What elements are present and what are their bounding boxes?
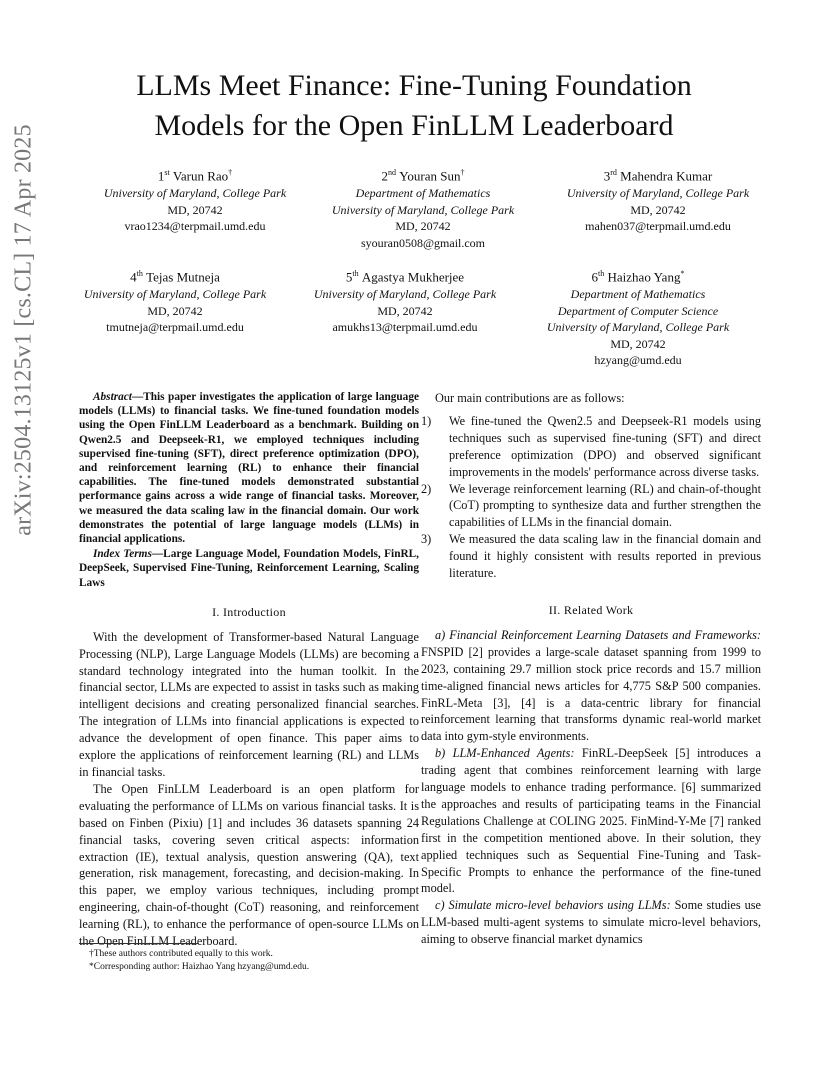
affiliation: University of Maryland, College Park <box>103 186 287 201</box>
abstract-text: —This paper investigates the application of large language models (LLMs) to financial tasks. We fine-tuned foundation models using the Open FinLLM Leaderboard as a benchmark. Building on Qwen2.5 and Deepseek-R1, we employed techniques including supervised fine-tuning (SFT), direct preference optimization (DPO), and reinforcement learning (RL) to enhance their financial capabilities. The fine-tuned models demonstrated substantial performance gains across a wide range of financial tasks. Moreover, we measured the data scaling law in the financial domain. Our work demonstrates the potential of large language models (LLMs) in financial applications. <box>79 391 419 546</box>
index-terms-label: Index Terms <box>93 548 152 561</box>
footnotes <box>79 943 419 974</box>
list-item: 1) We fine-tuned the Qwen2.5 and Deepseek-R1 models using techniques such as supervised fine-tuning (SFT) and direct preference optimization (DPO) and observed significant improvements in the models' performance across diverse tasks. <box>421 413 761 479</box>
email: vrao1234@terpmail.umd.edu <box>124 219 266 234</box>
author-name: Tejas Mutneja <box>146 269 220 285</box>
footnote-equal-contribution: †These authors contributed equally to this work. <box>89 949 273 959</box>
postal: MD, 20742 <box>395 219 451 234</box>
related-work-a: a) Financial Reinforcement Learning Datasets and Frameworks: FNSPID [2] provides a large-scale dataset spanning from 1999 to 2023, containing 29.7 million stock price records and 15.7 million time-aligned financial news articles for 4,775 S&P 500 companies. FinRL-Meta [3], [4] is a data-centric library for financial reinforcement learning that transforms dynamic real-world market data into gym-style environments. <box>421 627 761 744</box>
intro-paragraph-2: The Open FinLLM Leaderboard is an open platform for evaluating the performance of LLMs on various financial tasks. It is based on Finben (Pixiu) [1] and includes 36 datasets spanning 24 financial tasks, covering seven critical aspects: information extraction (IE), textual analysis, question answering (QA), text generation, risk management, forecasting, and decision-making. In this paper, we employ various techniques, including prompt engineering, chain-of-thought (CoT) reasoning, and reinforcement learning (RL), to enhance the performance of open-source LLMs on the Open FinLLM Leaderboard. <box>79 781 419 949</box>
email: hzyang@umd.edu <box>594 353 682 368</box>
contributions-intro: Our main contributions are as follows: <box>435 391 625 405</box>
affiliation: University of Maryland, College Park <box>83 287 267 302</box>
postal: MD, 20742 <box>377 303 433 318</box>
section-heading-related-work: II. Related Work <box>548 602 634 617</box>
email: mahen037@terpmail.umd.edu <box>585 219 731 234</box>
contributions-list <box>421 413 761 582</box>
email: amukhs13@terpmail.umd.edu <box>332 320 478 335</box>
email: syouran0508@gmail.com <box>360 235 486 250</box>
affiliation: University of Maryland, College Park <box>566 186 750 201</box>
section-heading-introduction: I. Introduction <box>212 604 286 619</box>
index-terms-text: —Large Language Model, Foundation Models, FinRL, DeepSeek, Supervised Fine-Tuning, Reinforcement Learning, Scaling Laws <box>79 548 419 589</box>
postal: MD, 20742 <box>610 336 666 351</box>
affiliation: University of Maryland, College Park <box>546 320 730 335</box>
author-2: 2nd Youran Sun† Department of Mathematics University of Maryland, College Park MD, 20742 syouran0508@gmail.com <box>308 163 538 251</box>
left-column <box>79 390 419 950</box>
footnote-corresponding-author: *Corresponding author: Haizhao Yang hzyang@umd.edu. <box>89 962 310 972</box>
author-name: Mahendra Kumar <box>620 168 713 184</box>
author-name: Varun Rao <box>172 168 229 184</box>
author-5: 5th Agastya Mukherjee University of Maryland, College Park MD, 20742 amukhs13@terpmail.umd.edu <box>290 264 520 336</box>
related-work-b: b) LLM-Enhanced Agents: FinRL-DeepSeek [5] introduces a trading agent that combines reinforcement learning with large language models to enhance trading performance. [6] summarized the approaches and results of participating teams in the Financial Regulations Challenge at COLING 2025. FinMind-Y-Me [7] ranked first in the competition mentioned above. In their solution, they applied techniques such as Sequential Fine-Tuning and Task-Specific Prompts to enhance the performance of the fine-tuned model. <box>421 746 761 896</box>
title-line-1: LLMs Meet Finance: Fine-Tuning Foundation <box>136 69 692 102</box>
postal: MD, 20742 <box>630 202 686 217</box>
author-name: Youran Sun <box>399 168 461 184</box>
list-item: 3) We measured the data scaling law in the financial domain and found it highly consistent with results reported in previous literature. <box>421 532 761 581</box>
title-line-2: Models for the Open FinLLM Leaderboard <box>154 109 674 142</box>
abstract <box>79 390 419 590</box>
author-4: 4th Tejas Mutneja University of Maryland, College Park MD, 20742 tmutneja@terpmail.umd.edu <box>60 264 290 336</box>
footnote-rule <box>79 943 199 944</box>
author-1: 1st Varun Rao† University of Maryland, College Park MD, 20742 vrao1234@terpmail.umd.edu <box>80 163 310 235</box>
list-item: 2) We leverage reinforcement learning (RL) and chain-of-thought (CoT) prompting to synthesize data and further strengthen the capabilities of LLMs in the financial domain. <box>421 481 761 530</box>
intro-paragraph-1: With the development of Transformer-based Natural Language Processing (NLP), Large Language Models (LLMs) are becoming a standard technology integrated into the human toolkit. In the financial sector, LLMs are expected to assist in tasks such as making intelligent decisions and creating personalized financial searches. The integration of LLMs into financial applications is expected to advance the development of open finance. This paper aims to explore the applications of reinforcement learning (RL) and LLMs in financial tasks. <box>79 629 419 779</box>
related-work-c: c) Simulate micro-level behaviors using LLMs: Some studies use LLM-based multi-agent systems to simulate micro-level behaviors, aiming to observe financial market dynamics <box>421 898 761 947</box>
paragraph-label: c) Simulate micro-level behaviors using LLMs: <box>435 898 671 913</box>
affiliation: University of Maryland, College Park <box>313 287 497 302</box>
department: Department of Mathematics <box>355 186 491 201</box>
paragraph-label: a) Financial Reinforcement Learning Datasets and Frameworks: <box>435 627 761 642</box>
postal: MD, 20742 <box>147 303 203 318</box>
affiliation: University of Maryland, College Park <box>331 202 515 217</box>
author-3: 3rd Mahendra Kumar University of Maryland, College Park MD, 20742 mahen037@terpmail.umd.edu <box>543 163 773 235</box>
author-6: 6th Haizhao Yang* Department of Mathematics Department of Computer Science University of Maryland, College Park MD, 20742 hzyang@umd.edu <box>523 264 753 369</box>
author-name: Haizhao Yang <box>607 269 681 285</box>
department: Department of Computer Science <box>557 303 719 318</box>
paragraph-label: b) LLM-Enhanced Agents: <box>435 746 575 761</box>
email: tmutneja@terpmail.umd.edu <box>106 320 244 335</box>
department: Department of Mathematics <box>570 287 706 302</box>
postal: MD, 20742 <box>167 202 223 217</box>
abstract-label: Abstract <box>93 391 132 403</box>
author-name: Agastya Mukherjee <box>361 269 465 285</box>
paper-title <box>90 66 738 146</box>
right-column <box>421 390 761 948</box>
arxiv-id: arXiv:2504.13125v1 [cs.CL] 17 Apr 2025 <box>10 124 37 536</box>
